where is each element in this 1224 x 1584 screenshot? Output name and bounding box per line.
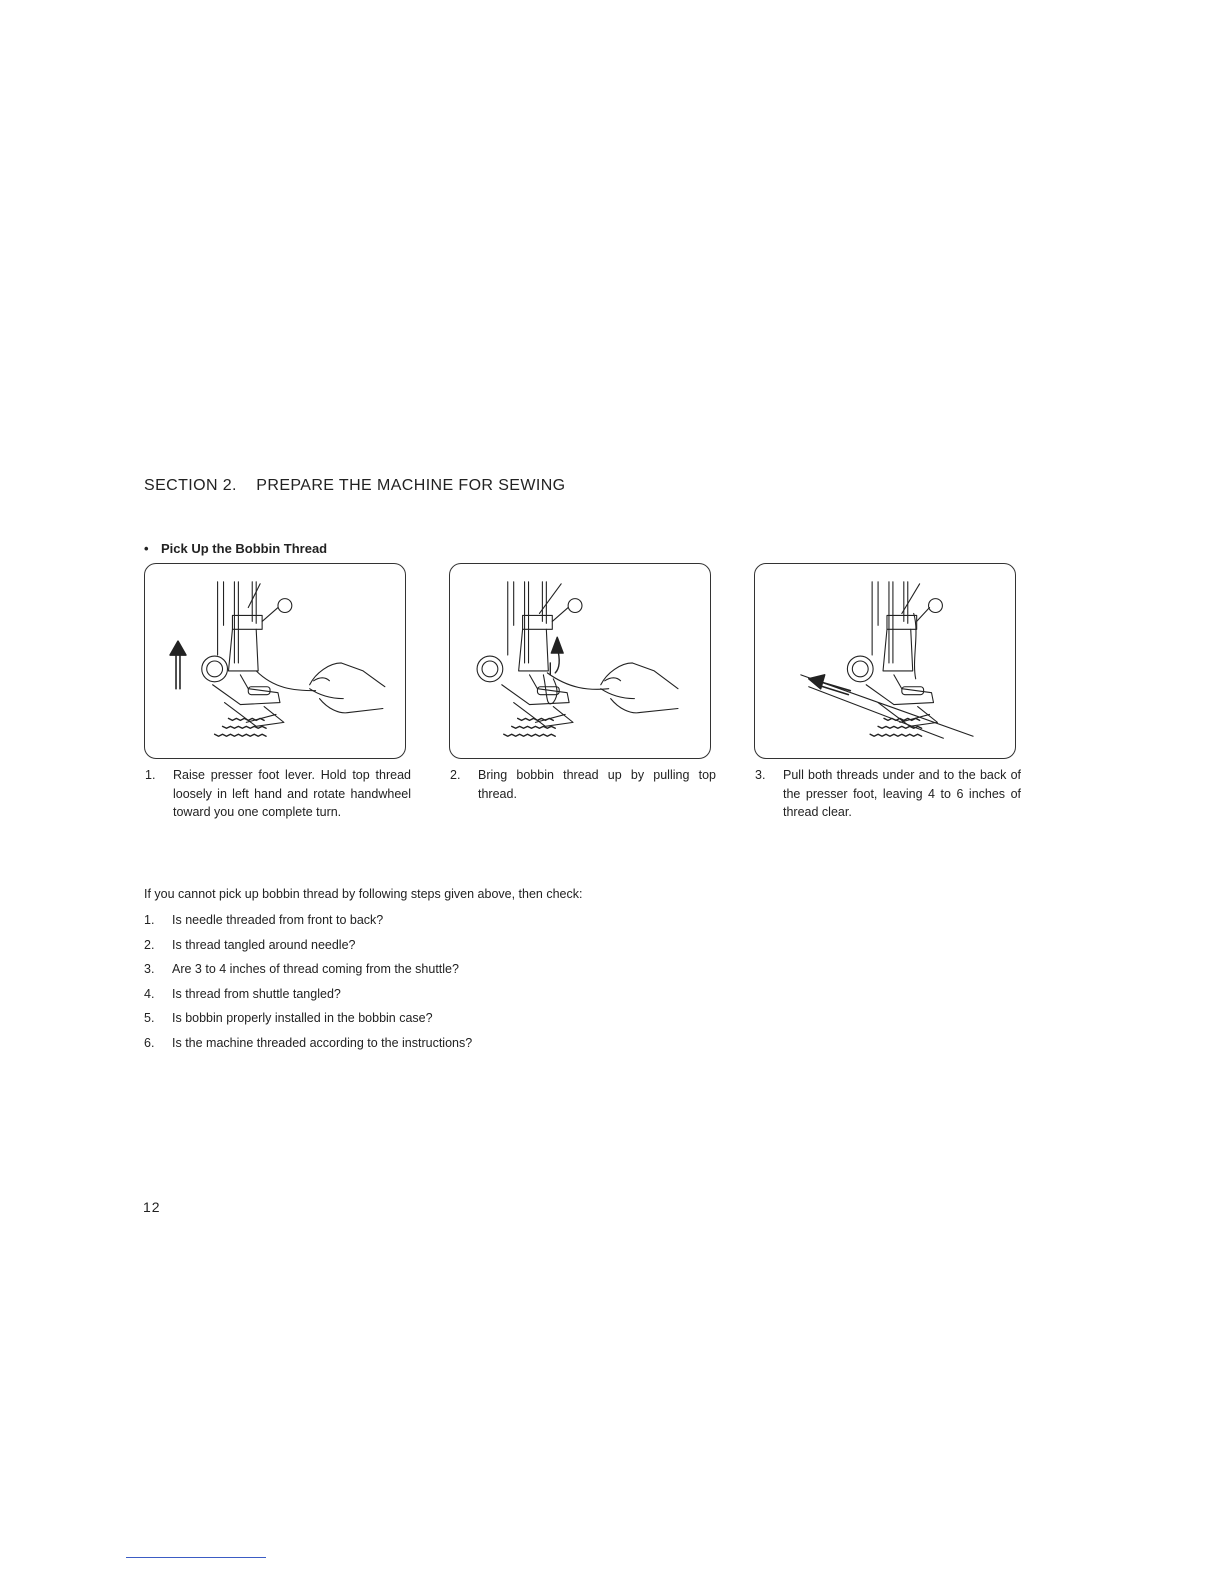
list-item bbox=[144, 985, 472, 1010]
list-item-text: Is needle threaded from front to back? bbox=[172, 913, 384, 927]
step-3-caption bbox=[755, 766, 1021, 822]
thread-up-arrow-icon bbox=[550, 637, 563, 675]
step-text: Bring bobbin thread up by pulling top thread. bbox=[478, 768, 716, 801]
bullet-icon: • bbox=[144, 541, 149, 556]
list-item bbox=[144, 911, 472, 936]
list-item-number: 2. bbox=[144, 937, 155, 952]
list-item-number: 6. bbox=[144, 1035, 155, 1050]
section-heading bbox=[144, 477, 566, 495]
step-2-caption bbox=[450, 766, 716, 803]
page-number: 12 bbox=[143, 1199, 161, 1215]
step-1-illustration bbox=[144, 563, 406, 759]
lever-up-arrow-icon bbox=[170, 641, 186, 689]
step-text: Raise presser foot lever. Hold top thread loosely in left hand and rotate handwheel toward you one complete turn. bbox=[173, 768, 411, 819]
presser-foot-drawing bbox=[477, 582, 582, 727]
feed-dogs-drawing bbox=[215, 718, 266, 736]
feed-dogs-drawing bbox=[504, 718, 555, 736]
subsection-title: Pick Up the Bobbin Thread bbox=[161, 541, 328, 556]
list-item-number: 3. bbox=[144, 962, 155, 976]
section-title: PREPARE THE MACHINE FOR SEWING bbox=[256, 477, 566, 494]
list-item-number: 4. bbox=[144, 986, 155, 1001]
thread-loop-drawing bbox=[543, 673, 608, 704]
list-item-text: Is the machine threaded according to the instructions? bbox=[172, 1035, 473, 1050]
step-text: Pull both threads under and to the back of the presser foot, leaving 4 to 6 inches of thread clear. bbox=[783, 768, 1021, 819]
subsection-heading bbox=[144, 541, 327, 556]
list-item bbox=[144, 960, 472, 985]
troubleshooting-intro: If you cannot pick up bobbin thread by following steps given above, then check: bbox=[144, 887, 583, 901]
list-item-text: Is bobbin properly installed in the bobbin case? bbox=[172, 1011, 433, 1025]
troubleshooting-checklist bbox=[144, 911, 472, 1058]
footnote-divider bbox=[126, 1557, 266, 1558]
hand-drawing bbox=[601, 663, 678, 713]
list-item-text: Is thread tangled around needle? bbox=[172, 937, 356, 952]
list-item bbox=[144, 1009, 472, 1034]
top-thread-drawing bbox=[256, 671, 315, 691]
presser-foot-drawing bbox=[847, 582, 942, 727]
step-number: 1. bbox=[145, 768, 156, 782]
presser-foot-drawing bbox=[202, 582, 292, 727]
list-item-number: 5. bbox=[144, 1011, 155, 1025]
pull-back-arrow-icon bbox=[809, 675, 851, 695]
step-number: 2. bbox=[450, 768, 461, 782]
step-1-caption bbox=[145, 766, 411, 822]
list-item-number: 1. bbox=[144, 913, 155, 927]
list-item-text: Is thread from shuttle tangled? bbox=[172, 986, 341, 1001]
step-number: 3. bbox=[755, 768, 766, 782]
list-item bbox=[144, 936, 472, 961]
list-item-text: Are 3 to 4 inches of thread coming from the shuttle? bbox=[172, 962, 459, 976]
list-item bbox=[144, 1034, 472, 1059]
step-3-illustration bbox=[754, 563, 1016, 759]
hand-drawing bbox=[310, 663, 385, 713]
step-2-illustration bbox=[449, 563, 711, 759]
section-number: SECTION 2. bbox=[144, 477, 237, 494]
